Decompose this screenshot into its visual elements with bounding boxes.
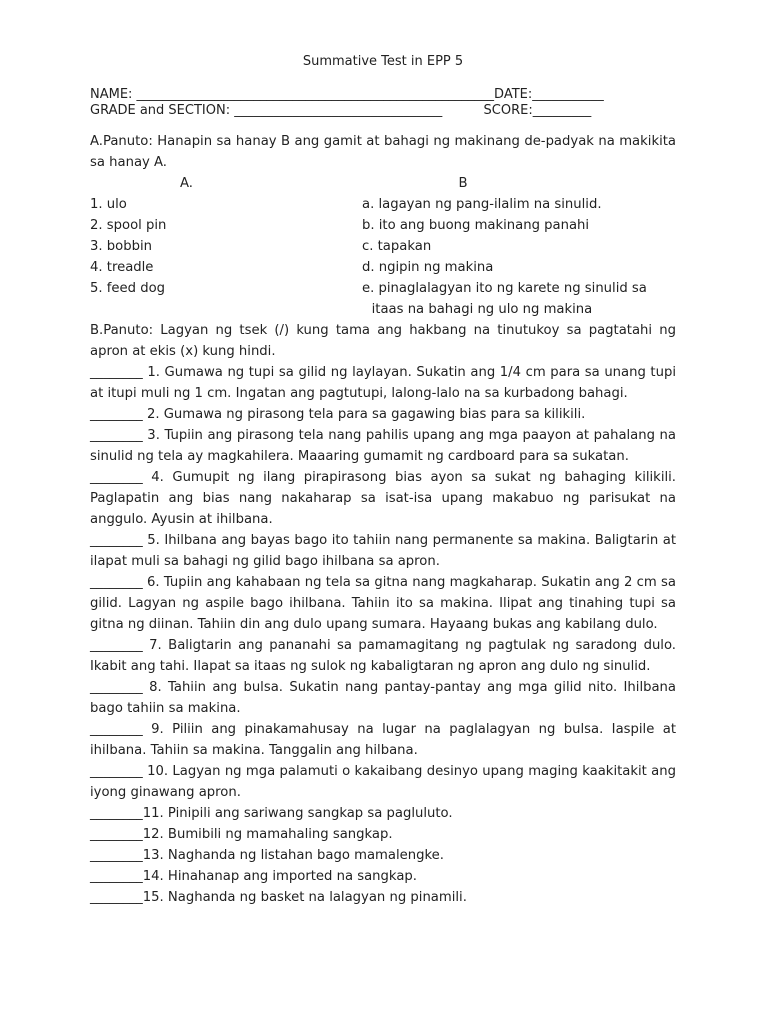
question-item: ________12. Bumibili ng mamahaling sangkap. <box>90 827 393 842</box>
column-b-item: a. lagayan ng pang-ilalim na sinulid. <box>362 197 602 212</box>
name-date-line: NAME: _______________________________________________________DATE:___________ <box>90 87 604 102</box>
question-item: ________ 4. Gumupit ng ilang pirapirasong bias ayon sa sukat ng bahaging kilikili. Paglapatin ang bias nang nakaharap sa isat-isa upang makabuo ng parisukat na anggulo. Ayusin at ihilbana. <box>90 470 676 527</box>
column-a-header: A. <box>180 176 193 191</box>
matching-row <box>90 278 676 299</box>
question-item: ________ 1. Gumawa ng tupi sa gilid ng laylayan. Sukatin ang 1/4 cm para sa unang tupi at itupi muli ng 1 cm. Ingatan ang pagtutupi, lalong-lalo na sa kurbadong bahagi. <box>90 365 676 401</box>
section-b-instruction: B.Panuto: Lagyan ng tsek (/) kung tama ang hakbang na tinutukoy sa pagtatahi ng apron at ekis (x) kung hindi. <box>90 323 676 359</box>
column-b-item-continued: itaas na bahagi ng ulo ng makina <box>371 302 593 317</box>
column-a-item: 3. bobbin <box>90 239 152 254</box>
matching-table <box>90 173 676 320</box>
question-item: ________11. Pinipili ang sariwang sangkap sa pagluluto. <box>90 806 453 821</box>
question-item: ________15. Naghanda ng basket na lalagyan ng pinamili. <box>90 890 467 905</box>
question-item: ________ 2. Gumawa ng pirasong tela para sa gagawing bias para sa kilikili. <box>90 407 586 422</box>
column-a-item: 1. ulo <box>90 197 127 212</box>
column-b-item: d. ngipin ng makina <box>362 260 494 275</box>
column-a-item: 5. feed dog <box>90 281 166 296</box>
column-b-header: B <box>458 176 468 191</box>
question-item: ________ 7. Baligtarin ang pananahi sa pamamagitang ng pagtulak ng saradong dulo. Ikabit ang tahi. Ilapat sa itaas ng sulok ng kabaligtaran ng apron ang dulo ng sinulid. <box>90 638 676 674</box>
grade-score-line: GRADE and SECTION: ________________________________ SCORE:_________ <box>90 103 592 118</box>
matching-header-row <box>90 173 676 194</box>
matching-row-continued <box>90 299 676 320</box>
question-item: ________ 9. Piliin ang pinakamahusay na lugar na paglalagyan ng bulsa. Iaspile at ihilbana. Tahiin sa makina. Tanggalin ang hilbana. <box>90 722 676 758</box>
question-item: ________ 3. Tupiin ang pirasong tela nang pahilis upang ang mga paayon at pahalang na sinulid ng tela ay magkahilera. Maaaring gumamit ng cardboard para sa sukatan. <box>90 428 676 464</box>
matching-row <box>90 215 676 236</box>
question-item: ________13. Naghanda ng listahan bago mamalengke. <box>90 848 444 863</box>
column-a-item: 4. treadle <box>90 260 154 275</box>
question-item: ________ 8. Tahiin ang bulsa. Sukatin nang pantay-pantay ang mga gilid nito. Ihilbana bago tahiin sa makina. <box>90 680 676 716</box>
matching-row <box>90 194 676 215</box>
section-b <box>90 320 676 908</box>
column-b-item: b. ito ang buong makinang panahi <box>362 218 590 233</box>
question-item: ________ 5. Ihilbana ang bayas bago ito tahiin nang permanente sa makina. Baligtarin at ilapat muli sa bahagi ng gilid bago ihilbana sa apron. <box>90 533 676 569</box>
column-b-item: e. pinaglalagyan ito ng karete ng sinulid sa <box>362 281 647 296</box>
matching-row <box>90 257 676 278</box>
page-title: Summative Test in EPP 5 <box>302 54 464 69</box>
question-item: ________14. Hinahanap ang imported na sangkap. <box>90 869 417 884</box>
question-item: ________ 6. Tupiin ang kahabaan ng tela sa gitna nang magkaharap. Sukatin ang 2 cm sa gilid. Lagyan ng aspile bago ihilbana. Tahiin ito sa makina. Ilipat ang tinahing tupi sa gitna ng diinan. Tahiin din ang dulo upang sumara. Hayaang bukas ang kabilang dulo. <box>90 575 676 632</box>
matching-row <box>90 236 676 257</box>
column-b-item: c. tapakan <box>362 239 432 254</box>
column-a-item: 2. spool pin <box>90 218 167 233</box>
section-a-instruction: A.Panuto: Hanapin sa hanay B ang gamit at bahagi ng makinang de-padyak na makikita sa hanay A. <box>90 134 676 170</box>
question-item: ________ 10. Lagyan ng mga palamuti o kakaibang desinyo upang maging kaakitakit ang iyong ginawang apron. <box>90 764 676 800</box>
